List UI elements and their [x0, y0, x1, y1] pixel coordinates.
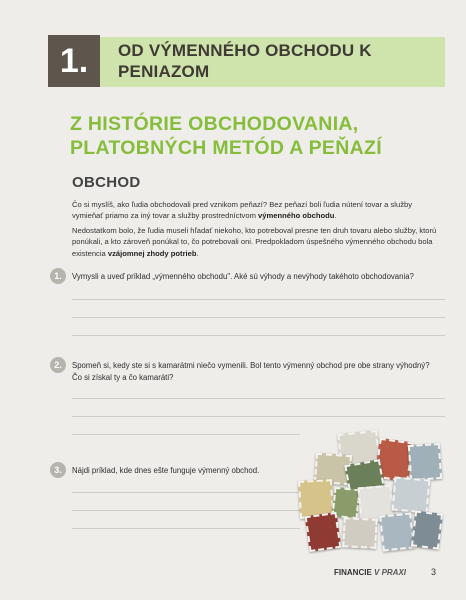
section-title: Z HISTÓRIE OBCHODOVANIA, PLATOBNÝCH METÓD A PEŇAZÍ — [70, 113, 382, 159]
question-number-1: 1. — [50, 268, 66, 284]
question-number-3: 3. — [50, 462, 66, 478]
answer-line[interactable] — [72, 335, 445, 336]
stamp-image — [305, 512, 342, 552]
intro-paragraph-1: Čo si myslíš, ako ľudia obchodovali pred vznikom peňazí? Bez peňazí boli ľudia nútení tovar a služby vymieňať priamo za iný tovar a služby prostredníctvom výmenného obchodu. — [72, 200, 413, 221]
intro-paragraph-2: Nedostatkom bolo, že ľudia museli hľadať niekoho, kto potreboval presne ten druh tovaru alebo služby, ktorú ponúkali, a kto zároveň ponúkal to, čo potrebovali oni. Predpokladom úspešného výmenného obchodu bola existencia vzájomnej zhody potrieb. — [72, 226, 437, 258]
stamp-image — [408, 443, 442, 481]
stamp-image — [392, 476, 431, 513]
stamp-image — [411, 510, 443, 549]
stamp-image — [342, 517, 378, 549]
subsection-title: OBCHOD — [72, 174, 141, 191]
question-number-2: 2. — [50, 357, 66, 373]
keyword-coincidence-of-wants: vzájomnej zhody potrieb — [107, 248, 197, 258]
question-text-1: Vymysli a uveď príklad „výmenného obchodu". Aké sú výhody a nevýhody takéhoto obchodovania? — [72, 272, 414, 281]
postage-stamps-illustration — [297, 432, 445, 556]
answer-line[interactable] — [72, 492, 300, 493]
answer-line[interactable] — [72, 398, 445, 399]
answer-line[interactable] — [72, 299, 445, 300]
chapter-number: 1. — [48, 35, 100, 87]
answer-line[interactable] — [72, 317, 445, 318]
answer-line[interactable] — [72, 528, 300, 529]
answer-line[interactable] — [72, 510, 300, 511]
stamp-image — [379, 512, 415, 551]
footer-brand-logo: FINANCIE V PRAXI — [334, 568, 407, 577]
keyword-barter: výmenného obchodu — [258, 211, 335, 221]
question-text-3: Nájdi príklad, kde dnes ešte funguje výmenný obchod. — [72, 466, 260, 475]
answer-line[interactable] — [72, 434, 300, 435]
answer-line[interactable] — [72, 416, 445, 417]
question-text-2: Spomeň si, kedy ste si s kamarátmi niečo vymenili. Bol tento výmenný obchod pre obe strany výhodný? Čo si získal ty a čo kamaráti? — [72, 361, 430, 382]
chapter-title: OD VÝMENNÉHO OBCHODU K PENIAZOM — [118, 41, 372, 81]
page-number: 3 — [431, 567, 437, 577]
